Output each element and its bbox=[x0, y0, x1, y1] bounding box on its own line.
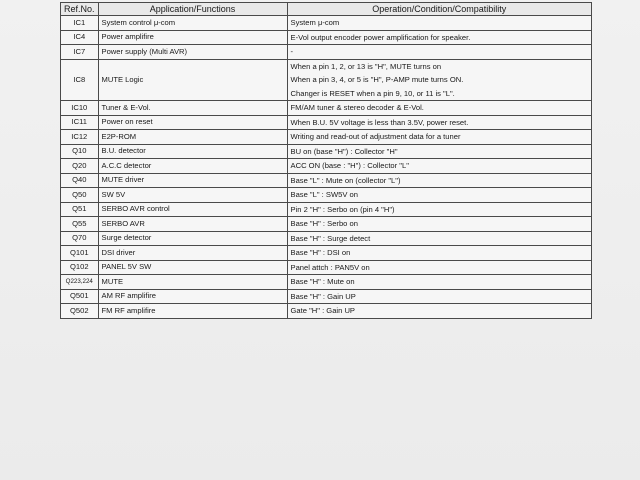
application-cell: E2P-ROM bbox=[98, 130, 287, 145]
ref-no-cell: IC10 bbox=[61, 101, 99, 116]
ref-no-cell: Q50 bbox=[61, 188, 99, 203]
operation-cell bbox=[287, 30, 591, 45]
operation-cell bbox=[287, 246, 591, 261]
application-cell: Surge detector bbox=[98, 231, 287, 246]
header-ref-no: Ref.No. bbox=[61, 3, 99, 16]
table-header-row bbox=[61, 3, 592, 16]
table-row bbox=[61, 59, 592, 101]
table-row bbox=[61, 231, 592, 246]
ref-no-cell: Q10 bbox=[61, 144, 99, 159]
operation-line: When B.U. 5V voltage is less than 3.5V, power reset. bbox=[290, 117, 469, 127]
operation-cell bbox=[287, 16, 591, 31]
ref-no-cell: IC7 bbox=[61, 45, 99, 60]
operation-line: System μ-com bbox=[290, 18, 340, 27]
operation-line: E-Vol output encoder power amplification for speaker. bbox=[290, 32, 471, 42]
table-row bbox=[61, 188, 592, 203]
operation-line: Gate "H" : Gain UP bbox=[290, 306, 355, 315]
ref-no-cell: Q40 bbox=[61, 173, 99, 188]
header-application-functions: Application/Functions bbox=[98, 3, 287, 16]
application-cell: FM RF amplifire bbox=[98, 304, 287, 319]
table-row bbox=[61, 144, 592, 159]
table-row bbox=[61, 260, 592, 275]
ref-no-cell: IC4 bbox=[61, 30, 99, 45]
operation-line: Pin 2 "H" : Serbo on (pin 4 "H") bbox=[290, 204, 395, 214]
application-cell: MUTE Logic bbox=[98, 59, 287, 101]
operation-line: Changer is RESET when a pin 9, 10, or 11 is "L". bbox=[290, 88, 455, 98]
table-row bbox=[61, 16, 592, 31]
table-row bbox=[61, 45, 592, 60]
ref-no-cell: IC8 bbox=[61, 59, 99, 101]
application-cell: AM RF amplifire bbox=[98, 289, 287, 304]
application-cell: Power supply (Multi AVR) bbox=[98, 45, 287, 60]
operation-line: Base "H" : Gain UP bbox=[290, 291, 356, 301]
ref-no-cell: Q101 bbox=[61, 246, 99, 261]
application-cell: SW 5V bbox=[98, 188, 287, 203]
operation-line: - bbox=[290, 47, 294, 56]
operation-cell bbox=[287, 45, 591, 60]
application-cell: MUTE bbox=[98, 275, 287, 290]
ref-no-cell: Q102 bbox=[61, 260, 99, 275]
ref-no-cell: IC1 bbox=[61, 16, 99, 31]
table-row bbox=[61, 115, 592, 130]
table-row bbox=[61, 30, 592, 45]
operation-line: Writing and read-out of adjustment data for a tuner bbox=[290, 132, 461, 141]
operation-cell bbox=[287, 115, 591, 130]
operation-line: FM/AM tuner & stereo decoder & E-Vol. bbox=[290, 103, 424, 112]
application-cell: DSI driver bbox=[98, 246, 287, 261]
operation-line: Base "L" : Mute on (collector "L") bbox=[290, 175, 401, 185]
ref-no-cell: Q70 bbox=[61, 231, 99, 246]
table-row bbox=[61, 246, 592, 261]
table-row bbox=[61, 304, 592, 319]
operation-cell bbox=[287, 173, 591, 188]
operation-cell bbox=[287, 304, 591, 319]
table-row bbox=[61, 101, 592, 116]
operation-line: Base "H" : DSI on bbox=[290, 248, 351, 257]
ref-no-cell: IC11 bbox=[61, 115, 99, 130]
application-cell: B.U. detector bbox=[98, 144, 287, 159]
application-cell: Power amplifire bbox=[98, 30, 287, 45]
operation-cell bbox=[287, 202, 591, 217]
ref-no-cell: IC12 bbox=[61, 130, 99, 145]
operation-line: Base "L" : SW5V on bbox=[290, 190, 358, 199]
operation-line: Base "H" : Surge detect bbox=[290, 233, 371, 243]
table-row bbox=[61, 159, 592, 174]
table-row bbox=[61, 289, 592, 304]
table-row bbox=[61, 202, 592, 217]
application-cell: SERBO AVR bbox=[98, 217, 287, 232]
operation-cell bbox=[287, 59, 591, 101]
operation-cell bbox=[287, 130, 591, 145]
ref-no-cell: Q223,224 bbox=[61, 275, 99, 290]
header-operation-condition: Operation/Condition/Compatibility bbox=[287, 3, 591, 16]
application-cell: MUTE driver bbox=[98, 173, 287, 188]
operation-line: When a pin 1, 2, or 13 is "H", MUTE turns on bbox=[290, 61, 442, 71]
operation-cell bbox=[287, 188, 591, 203]
application-cell: System control μ-com bbox=[98, 16, 287, 31]
operation-line: BU on (base "H") : Collector "H" bbox=[290, 146, 398, 156]
table-row bbox=[61, 275, 592, 290]
operation-cell bbox=[287, 231, 591, 246]
ref-no-cell: Q20 bbox=[61, 159, 99, 174]
operation-line: When a pin 3, 4, or 5 is "H", P-AMP mute turns ON. bbox=[290, 75, 464, 84]
application-cell: SERBO AVR control bbox=[98, 202, 287, 217]
operation-line: Panel attch : PAN5V on bbox=[290, 262, 370, 272]
component-function-table bbox=[60, 2, 592, 319]
operation-cell bbox=[287, 159, 591, 174]
operation-cell bbox=[287, 101, 591, 116]
application-cell: PANEL 5V SW bbox=[98, 260, 287, 275]
table-row bbox=[61, 130, 592, 145]
table-body bbox=[61, 16, 592, 319]
operation-line: Base "H" : Serbo on bbox=[290, 219, 358, 228]
application-cell: A.C.C detector bbox=[98, 159, 287, 174]
application-cell: Power on reset bbox=[98, 115, 287, 130]
operation-cell bbox=[287, 289, 591, 304]
operation-line: Base "H" : Mute on bbox=[290, 277, 355, 286]
table-row bbox=[61, 173, 592, 188]
ref-no-cell: Q51 bbox=[61, 202, 99, 217]
ref-no-cell: Q502 bbox=[61, 304, 99, 319]
operation-cell bbox=[287, 217, 591, 232]
operation-cell bbox=[287, 260, 591, 275]
table-row bbox=[61, 217, 592, 232]
operation-line: ACC ON (base : "H") : Collector "L" bbox=[290, 161, 409, 170]
application-cell: Tuner & E-Vol. bbox=[98, 101, 287, 116]
operation-cell bbox=[287, 275, 591, 290]
ref-no-cell: Q501 bbox=[61, 289, 99, 304]
operation-cell bbox=[287, 144, 591, 159]
ref-no-cell: Q55 bbox=[61, 217, 99, 232]
